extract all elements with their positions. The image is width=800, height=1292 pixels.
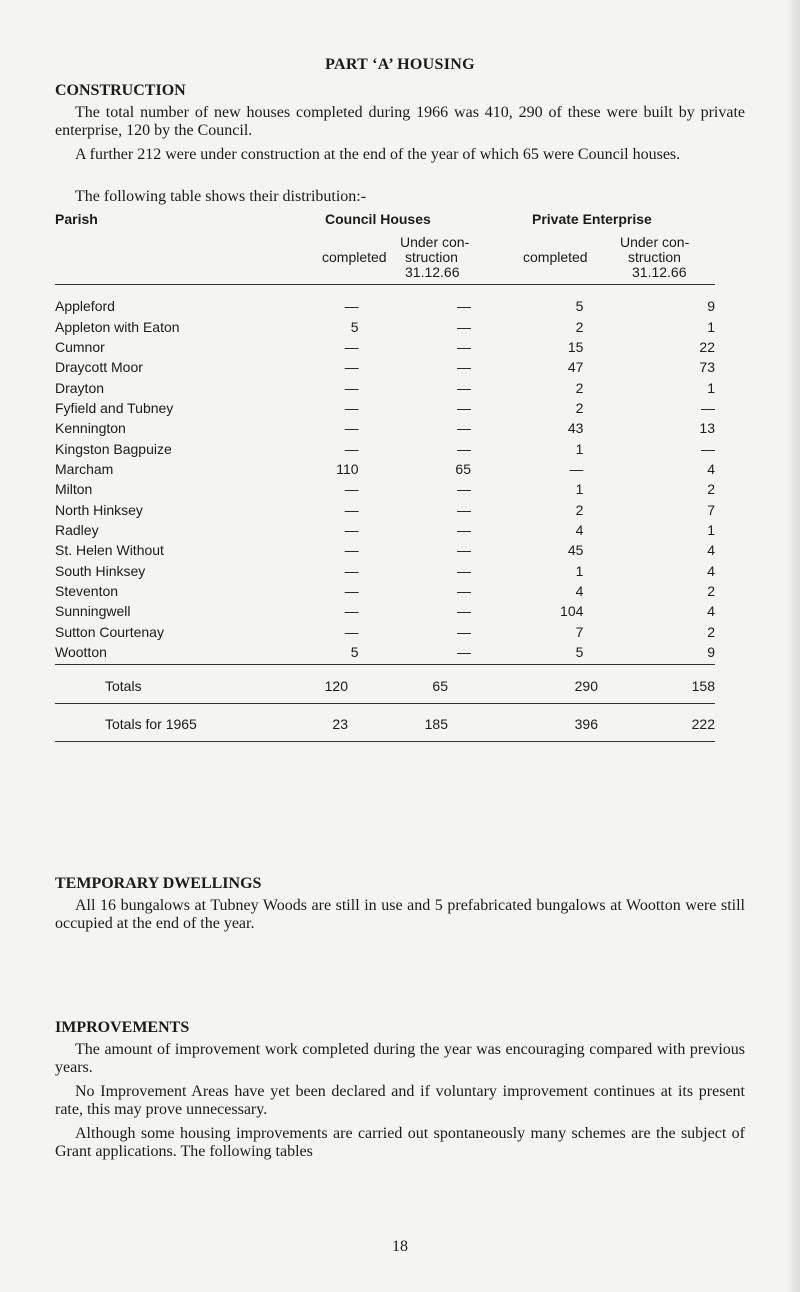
- header-parish: Parish: [55, 211, 98, 227]
- cell-council-completed: —: [344, 420, 359, 437]
- totals-1965-council-completed: 23: [332, 716, 348, 732]
- cell-private-under: 9: [707, 298, 715, 315]
- cell-private-under: —: [701, 440, 715, 457]
- cell-parish: Cumnor: [55, 338, 105, 355]
- cell-council-under: —: [456, 359, 471, 376]
- table-row: [55, 296, 715, 316]
- cell-private-under: 2: [707, 481, 715, 498]
- table-row: [55, 642, 715, 662]
- header-private-under-line2: struction: [628, 249, 681, 265]
- totals-label: Totals: [105, 678, 142, 694]
- cell-private-under: 4: [707, 542, 715, 559]
- cell-private-completed: 1: [575, 440, 584, 457]
- part-title: PART ‘A’ HOUSING: [325, 56, 475, 73]
- cell-private-under: 13: [699, 420, 715, 437]
- table-row: [55, 337, 715, 357]
- totals-council-completed: 120: [324, 678, 348, 694]
- table-row: [55, 581, 715, 601]
- cell-private-under: 1: [707, 521, 715, 538]
- cell-private-under: 7: [707, 501, 715, 518]
- construction-paragraph-2: A further 212 were under construction at the end of the year of which 65 were Council houses.: [75, 146, 681, 163]
- cell-council-completed: —: [344, 481, 359, 498]
- construction-paragraph-1: The total number of new houses completed during 1966 was 410, 290 of these were built by private enterprise, 120 by the Council.: [55, 104, 745, 139]
- cell-private-completed: 2: [575, 501, 584, 518]
- page-edge-shadow: [786, 0, 800, 1292]
- header-council-completed: completed: [322, 249, 387, 265]
- table-row: [55, 540, 715, 560]
- table-header-rule: [55, 284, 715, 285]
- cell-council-completed: —: [344, 603, 359, 620]
- cell-council-completed: —: [344, 399, 359, 416]
- cell-council-completed: —: [344, 359, 359, 376]
- table-row: [55, 438, 715, 458]
- cell-council-under: —: [456, 582, 471, 599]
- cell-parish: Drayton: [55, 379, 105, 396]
- cell-council-under: —: [456, 318, 471, 335]
- totals-1965-label: Totals for 1965: [105, 716, 197, 732]
- cell-private-completed: 5: [575, 644, 584, 661]
- cell-council-completed: 5: [350, 318, 359, 335]
- cell-private-completed: 7: [575, 623, 584, 640]
- cell-parish: Marcham: [55, 460, 114, 477]
- cell-private-under: 2: [707, 623, 715, 640]
- cell-private-completed: 2: [575, 318, 584, 335]
- table-row: [55, 520, 715, 540]
- cell-council-completed: 5: [350, 644, 359, 661]
- table-row: [55, 357, 715, 377]
- cell-private-under: 22: [699, 338, 715, 355]
- cell-private-completed: 47: [567, 359, 584, 376]
- header-private-enterprise: Private Enterprise: [532, 211, 652, 227]
- improvements-paragraph-1: The amount of improvement work completed during the year was encouraging compared with previous years.: [55, 1041, 745, 1076]
- cell-council-completed: —: [344, 440, 359, 457]
- table-row: [55, 398, 715, 418]
- housing-distribution-table: [55, 296, 715, 662]
- cell-private-under: 9: [707, 644, 715, 661]
- totals-1965-private-completed: 396: [574, 716, 598, 732]
- cell-council-completed: —: [344, 623, 359, 640]
- cell-parish: Draycott Moor: [55, 359, 143, 376]
- cell-private-completed: 45: [567, 542, 584, 559]
- header-council-under-date: 31.12.66: [405, 264, 460, 280]
- cell-private-completed: 2: [575, 379, 584, 396]
- cell-parish: Fyfield and Tubney: [55, 399, 174, 416]
- improvements-paragraph-3: Although some housing improvements are carried out spontaneously many schemes are the subject of Grant applications. The following tables: [55, 1125, 745, 1160]
- construction-paragraph-3: The following table shows their distribution:-: [75, 188, 367, 205]
- cell-council-under: —: [456, 298, 471, 315]
- table-bottom-rule: [55, 741, 715, 742]
- totals-1965-council-under: 185: [424, 716, 448, 732]
- totals-1965-top-rule: [55, 703, 715, 704]
- cell-parish: South Hinksey: [55, 562, 146, 579]
- improvements-heading: IMPROVEMENTS: [55, 1019, 190, 1036]
- cell-private-under: 1: [707, 379, 715, 396]
- cell-council-under: 65: [455, 460, 471, 477]
- cell-council-completed: —: [344, 379, 359, 396]
- totals-private-completed: 290: [574, 678, 598, 694]
- cell-private-completed: 104: [560, 603, 584, 620]
- cell-private-completed: 4: [575, 582, 584, 599]
- table-row: [55, 560, 715, 580]
- cell-parish: St. Helen Without: [55, 542, 164, 559]
- cell-private-completed: 1: [575, 562, 584, 579]
- cell-private-completed: 1: [575, 481, 584, 498]
- cell-private-completed: 4: [575, 521, 584, 538]
- cell-parish: Appleton with Eaton: [55, 318, 180, 335]
- table-row: [55, 622, 715, 642]
- cell-parish: Milton: [55, 481, 93, 498]
- cell-parish: Steventon: [55, 582, 119, 599]
- table-row: [55, 316, 715, 336]
- cell-council-completed: —: [344, 542, 359, 559]
- cell-private-completed: 5: [575, 298, 584, 315]
- cell-council-under: —: [456, 399, 471, 416]
- table-row: [55, 601, 715, 621]
- cell-parish: North Hinksey: [55, 501, 143, 518]
- cell-parish: Sunningwell: [55, 603, 131, 620]
- cell-council-under: —: [456, 644, 471, 661]
- cell-parish: Kingston Bagpuize: [55, 440, 172, 457]
- cell-private-completed: —: [569, 460, 584, 477]
- table-row: [55, 377, 715, 397]
- cell-private-completed: 43: [567, 420, 584, 437]
- cell-private-under: 1: [707, 318, 715, 335]
- table-row: [55, 499, 715, 519]
- cell-council-under: —: [456, 379, 471, 396]
- cell-private-completed: 2: [575, 399, 584, 416]
- cell-council-under: —: [456, 603, 471, 620]
- totals-private-under: 158: [691, 678, 715, 694]
- construction-heading: CONSTRUCTION: [55, 82, 186, 99]
- cell-council-under: —: [456, 440, 471, 457]
- cell-council-under: —: [456, 562, 471, 579]
- cell-private-under: 2: [707, 582, 715, 599]
- temporary-dwellings-heading: TEMPORARY DWELLINGS: [55, 875, 262, 892]
- cell-council-under: —: [456, 481, 471, 498]
- header-private-under-date: 31.12.66: [632, 264, 687, 280]
- cell-parish: Appleford: [55, 298, 115, 315]
- temporary-dwellings-paragraph: All 16 bungalows at Tubney Woods are still in use and 5 prefabricated bungalows at Wootton were still occupied at the end of the year.: [55, 897, 745, 932]
- header-council-under-line1: Under con-: [400, 234, 470, 250]
- totals-council-under: 65: [432, 678, 448, 694]
- cell-council-under: —: [456, 542, 471, 559]
- cell-council-under: —: [456, 623, 471, 640]
- cell-parish: Radley: [55, 521, 99, 538]
- header-private-completed: completed: [523, 249, 588, 265]
- cell-private-under: 4: [707, 603, 715, 620]
- header-council-under-line2: struction: [405, 249, 458, 265]
- cell-parish: Sutton Courtenay: [55, 623, 164, 640]
- cell-council-completed: —: [344, 298, 359, 315]
- cell-private-under: 73: [699, 359, 715, 376]
- cell-private-under: —: [701, 399, 715, 416]
- cell-private-under: 4: [707, 460, 715, 477]
- table-body: [55, 296, 715, 662]
- totals-1965-private-under: 222: [691, 716, 715, 732]
- cell-council-under: —: [456, 338, 471, 355]
- table-row: [55, 418, 715, 438]
- cell-council-completed: —: [344, 521, 359, 538]
- header-council-houses: Council Houses: [325, 211, 431, 227]
- cell-council-completed: —: [344, 501, 359, 518]
- page-number: 18: [392, 1238, 408, 1255]
- cell-parish: Kennington: [55, 420, 126, 437]
- header-private-under-line1: Under con-: [620, 234, 690, 250]
- table-row: [55, 479, 715, 499]
- improvements-paragraph-2: No Improvement Areas have yet been declared and if voluntary improvement continues at its present rate, this may prove unnecessary.: [55, 1083, 745, 1118]
- cell-council-completed: —: [344, 562, 359, 579]
- cell-private-completed: 15: [567, 338, 584, 355]
- cell-council-under: —: [456, 521, 471, 538]
- table-row: [55, 459, 715, 479]
- cell-private-under: 4: [707, 562, 715, 579]
- cell-council-under: —: [456, 501, 471, 518]
- cell-council-completed: —: [344, 338, 359, 355]
- cell-council-completed: —: [344, 582, 359, 599]
- cell-council-completed: 110: [336, 460, 359, 477]
- totals-top-rule: [55, 664, 715, 665]
- cell-parish: Wootton: [55, 644, 107, 661]
- cell-council-under: —: [456, 420, 471, 437]
